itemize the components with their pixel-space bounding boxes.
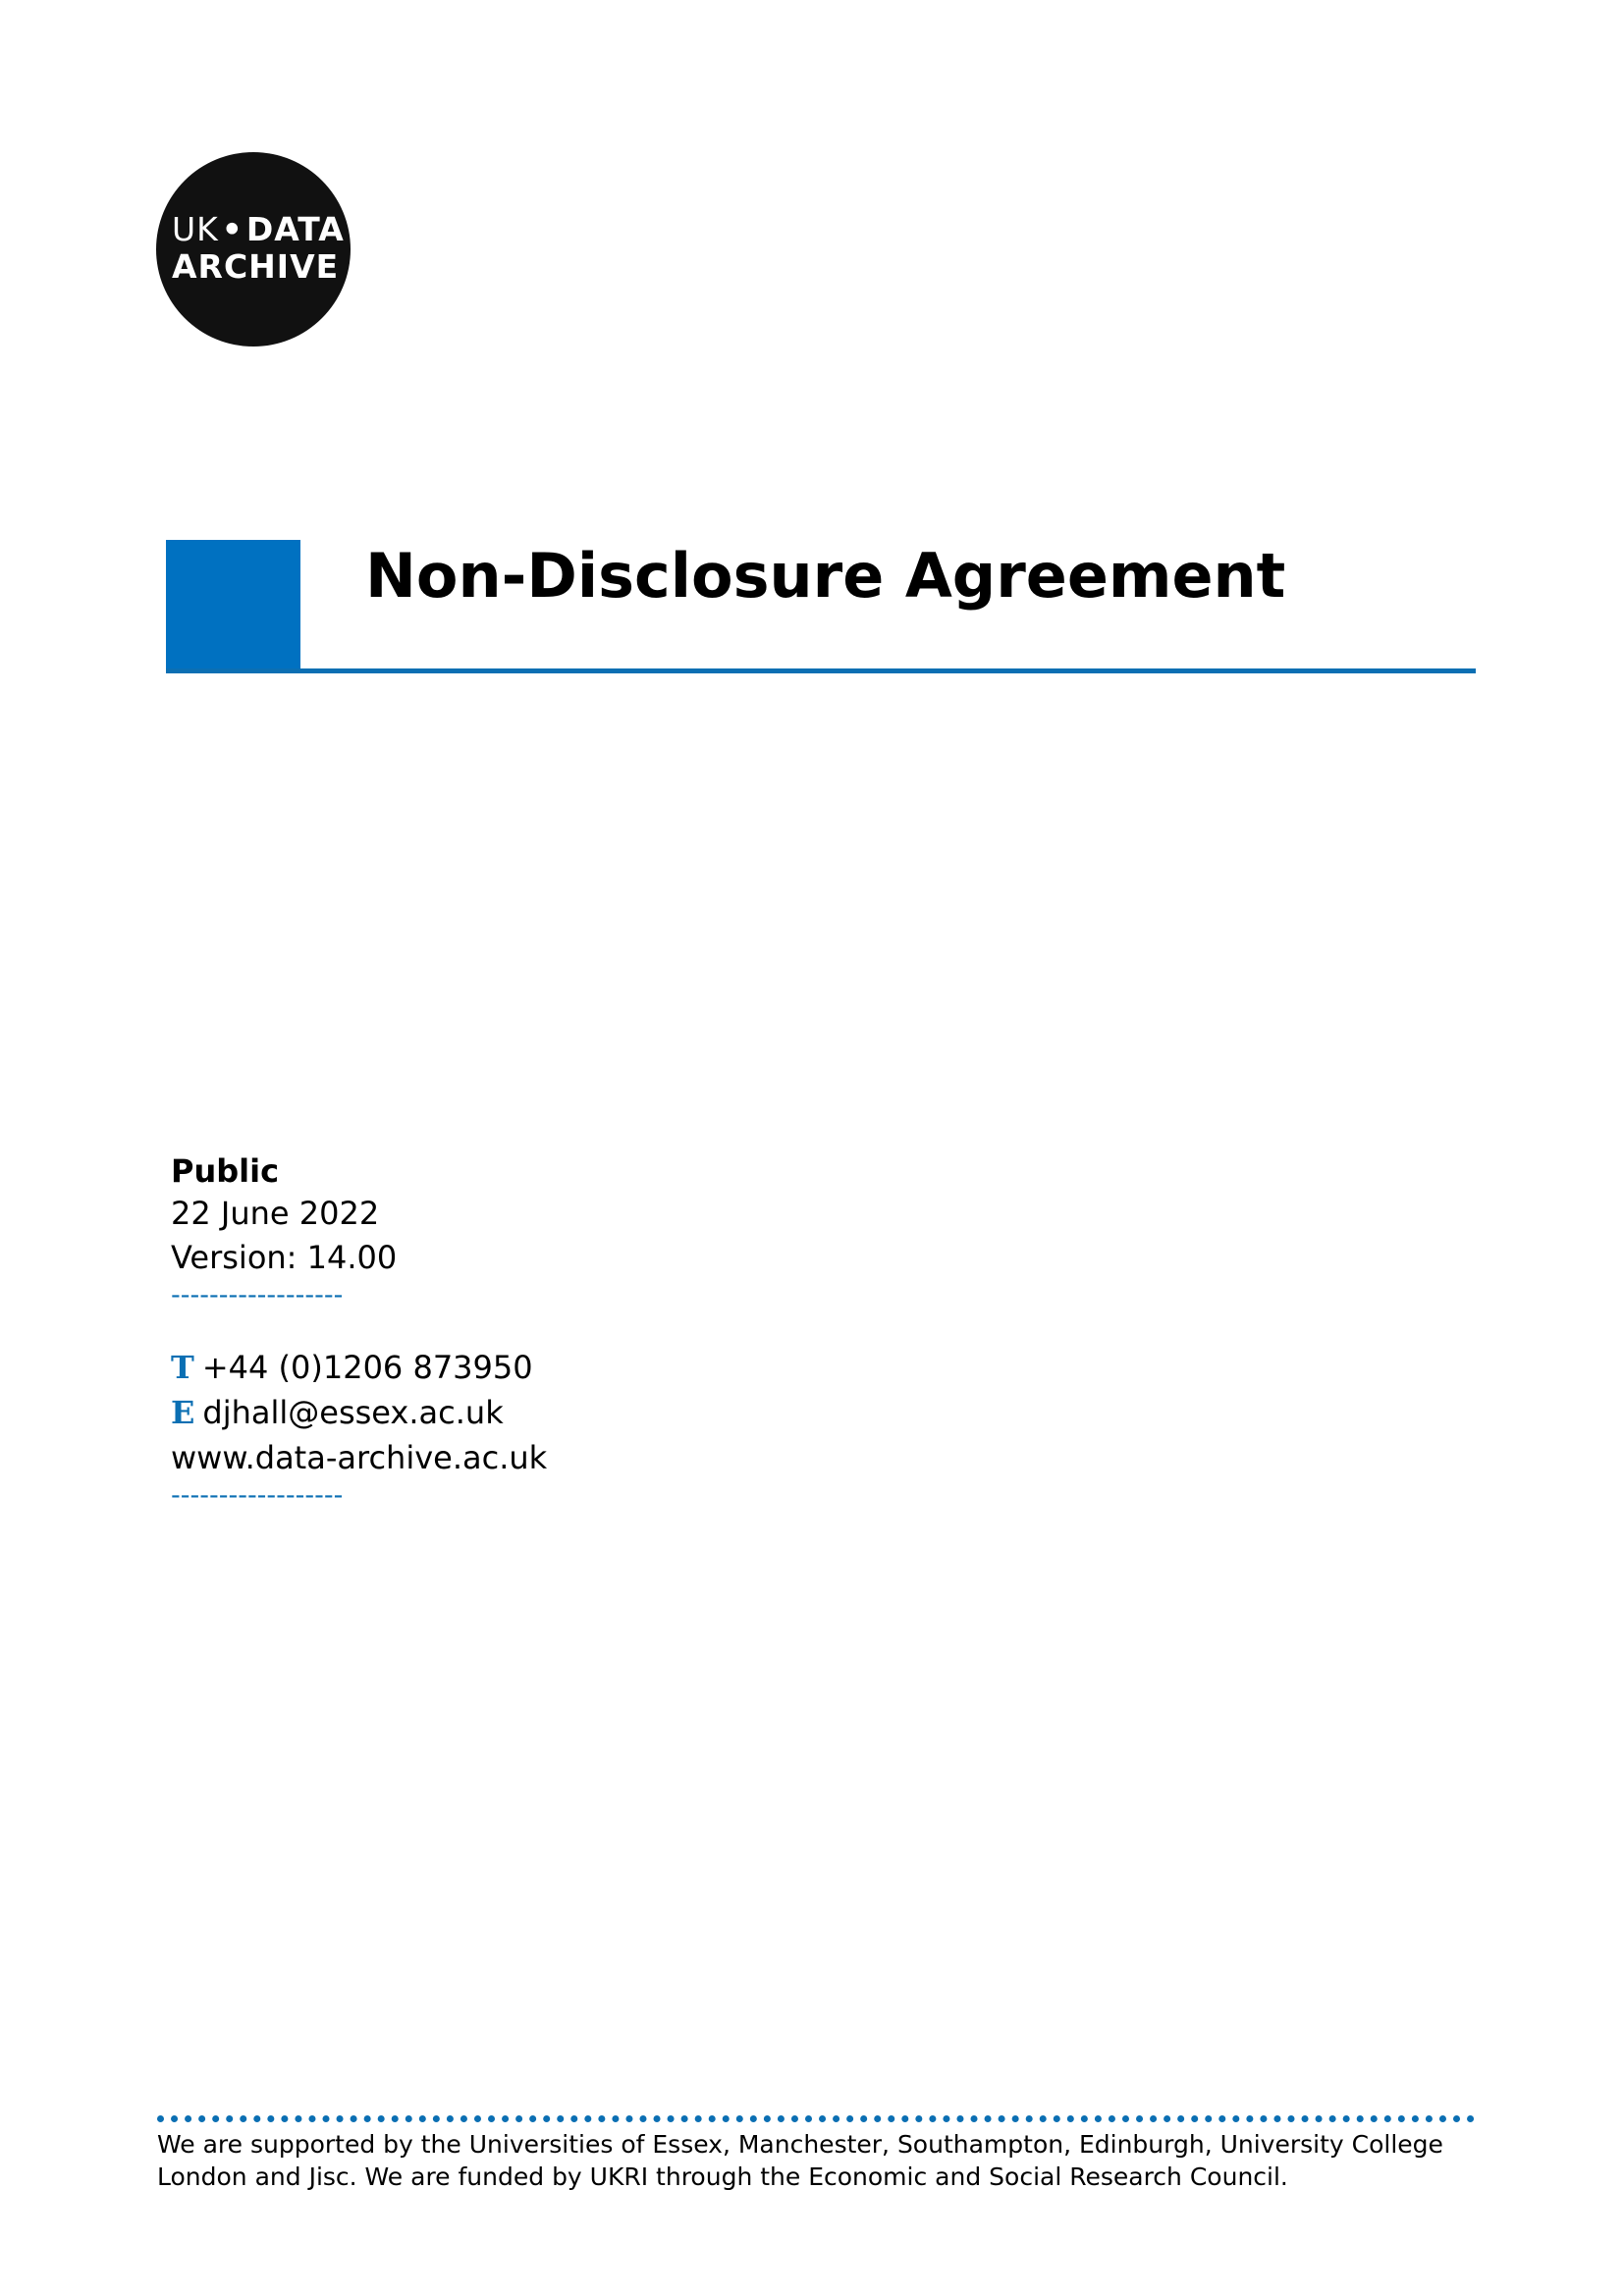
document-version: Version: 14.00 [171,1239,398,1276]
email-tag: E [171,1394,195,1431]
title-underline-rule [166,668,1476,673]
meta-separator: ------------------ [171,1280,344,1310]
phone-line [171,1345,547,1390]
contact-separator: ------------------ [171,1480,344,1511]
document-title: Non-Disclosure Agreement [365,540,1286,612]
uk-data-archive-logo [156,152,351,347]
document-meta [171,1150,397,1311]
logo-dot: • [221,210,244,248]
website-link[interactable]: www.data-archive.ac.uk [171,1439,548,1476]
phone-tag: T [171,1349,194,1386]
email-address[interactable]: djhall@essex.ac.uk [202,1394,504,1431]
document-date: 22 June 2022 [171,1195,380,1232]
phone-number: +44 (0)1206 873950 [201,1349,533,1386]
title-accent-square [166,540,300,671]
contact-details [171,1345,547,1512]
logo-archive: ARCHIVE [172,247,340,286]
logo-data: DATA [245,210,345,248]
logo-text-line1 [172,210,345,248]
footer-funding-text: We are supported by the Universities of Essex, Manchester, Southampton, Edinburgh, University College London and Jisc. We are funded by UKRI through the Economic and Social Research Council. [157,2130,1443,2191]
email-line [171,1390,547,1435]
footer-dotted-rule [157,2115,1475,2122]
logo-uk: UK [172,210,219,248]
classification-label: Public [171,1152,280,1190]
